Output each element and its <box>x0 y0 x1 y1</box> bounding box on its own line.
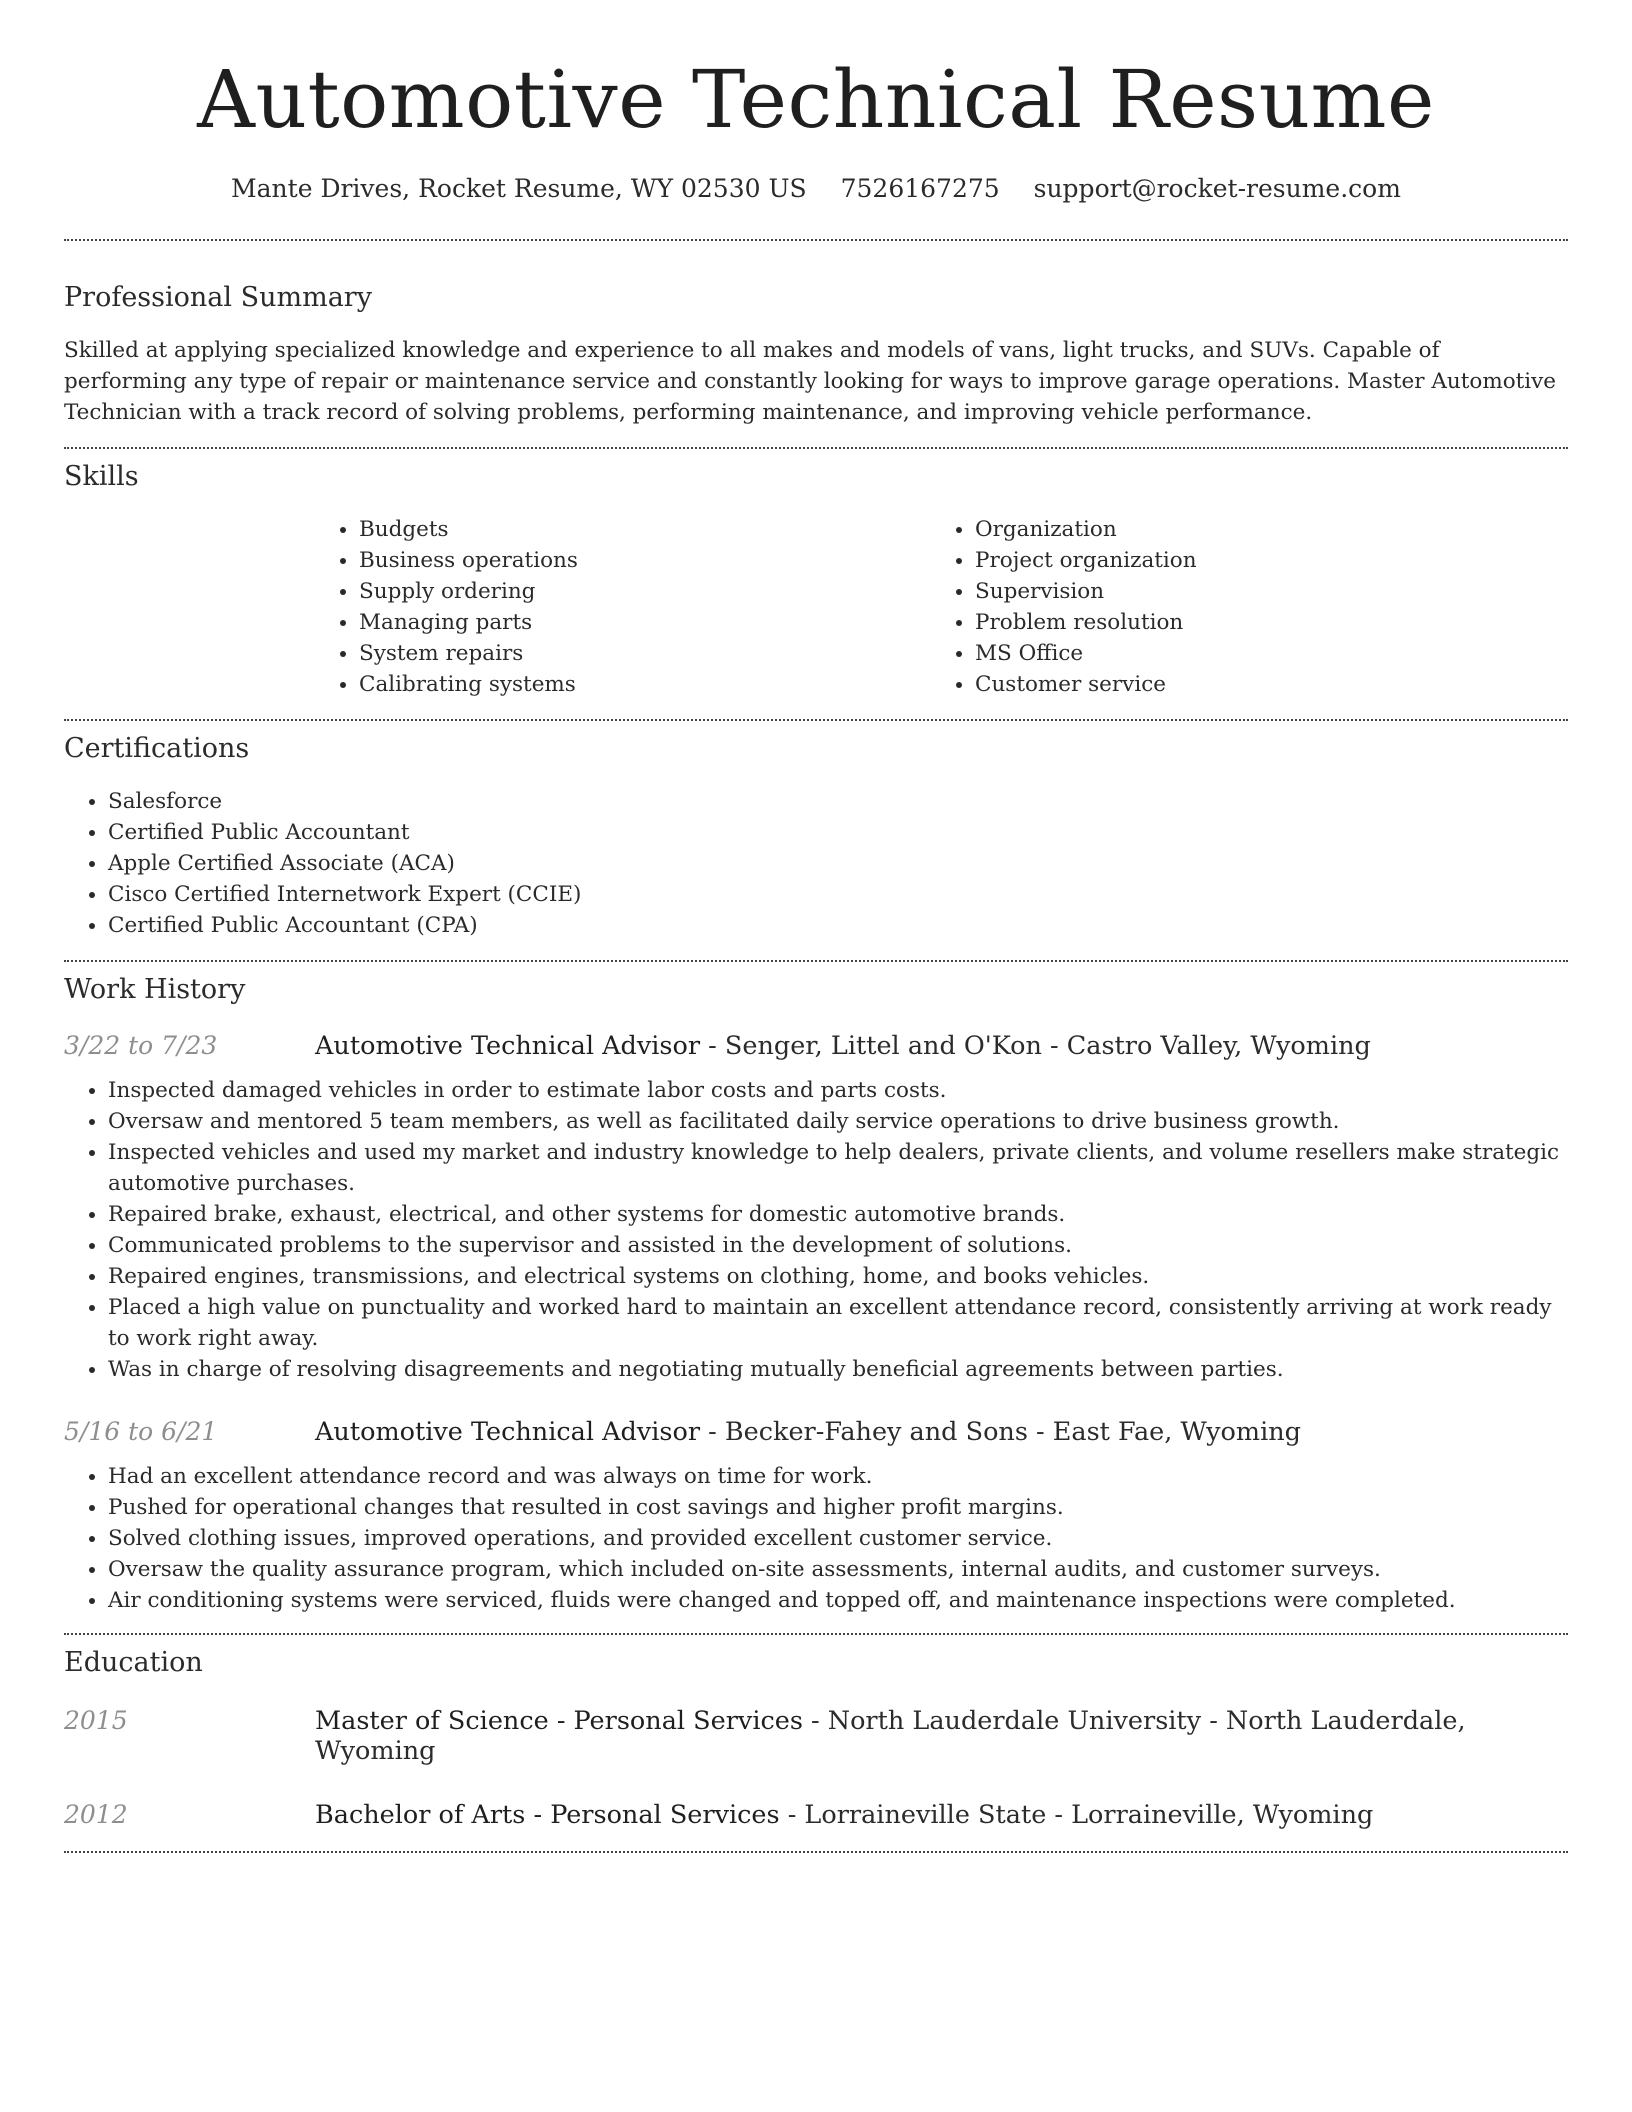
skill-item: • Business operations <box>359 545 931 576</box>
certification-item: • Apple Certified Associate (ACA) <box>108 848 1568 879</box>
skill-item: • Customer service <box>975 669 1547 700</box>
skill-item: • Supply ordering <box>359 576 931 607</box>
certifications-list <box>64 786 1568 941</box>
skill-item: • Project organization <box>975 545 1547 576</box>
job-bullet: • Oversaw and mentored 5 team members, as well as facilitated daily service operations to drive business growth. <box>108 1106 1568 1137</box>
job-bullet: • Repaired brake, exhaust, electrical, and other systems for domestic automotive brands. <box>108 1199 1568 1230</box>
job-bullet: • Was in charge of resolving disagreements and negotiating mutually beneficial agreements between parties. <box>108 1354 1568 1385</box>
contact-phone: 7526167275 <box>840 174 1000 203</box>
section-heading-certifications: Certifications <box>64 733 250 764</box>
education-degree: Master of Science - Personal Services <box>315 1706 803 1736</box>
job-bullet: • Inspected vehicles and used my market and industry knowledge to help dealers, private clients, and volume resellers make strategic automotive purchases. <box>108 1137 1568 1199</box>
certifications-section <box>64 733 1568 941</box>
section-heading-work-history: Work History <box>64 974 246 1005</box>
job-role: Automotive Technical Advisor <box>315 1031 701 1061</box>
divider <box>64 1633 1568 1635</box>
section-heading-education: Education <box>64 1647 203 1678</box>
skill-item: • Calibrating systems <box>359 669 931 700</box>
education-entry <box>64 1706 1568 1766</box>
section-heading-summary: Professional Summary <box>64 282 372 313</box>
job-bullet: • Communicated problems to the supervisor and assisted in the development of solutions. <box>108 1230 1568 1261</box>
certification-item: • Cisco Certified Internetwork Expert (CCIE) <box>108 879 1568 910</box>
job-bullet: • Repaired engines, transmissions, and electrical systems on clothing, home, and books vehicles. <box>108 1261 1568 1292</box>
section-heading-skills: Skills <box>64 461 139 492</box>
job-bullet: • Solved clothing issues, improved operations, and provided excellent customer service. <box>108 1523 1568 1554</box>
skill-item: • Organization <box>975 514 1547 545</box>
job-bullet: • Placed a high value on punctuality and worked hard to maintain an excellent attendance record, consistently arriving at work ready to work right away. <box>108 1292 1568 1354</box>
certification-item: • Certified Public Accountant (CPA) <box>108 910 1568 941</box>
job-role: Automotive Technical Advisor <box>315 1417 701 1447</box>
job-dates: 5/16 to 6/21 <box>64 1417 218 1446</box>
divider <box>64 719 1568 721</box>
work-history-section <box>64 974 1568 1616</box>
job-bullet: • Air conditioning systems were serviced, fluids were changed and topped off, and maintenance inspections were completed. <box>108 1585 1568 1616</box>
education-school-location: - North Lauderdale University - North Lauderdale, Wyoming <box>315 1706 1466 1766</box>
skill-item: • MS Office <box>975 638 1547 669</box>
divider <box>64 447 1568 449</box>
job-bullet: • Oversaw the quality assurance program, which included on-site assessments, internal audits, and customer surveys. <box>108 1554 1568 1585</box>
skill-item: • Problem resolution <box>975 607 1547 638</box>
skills-list-left <box>315 514 931 700</box>
job-header <box>64 1031 1568 1061</box>
divider <box>64 1851 1568 1853</box>
job-title-line <box>315 1417 1301 1447</box>
summary-text: Skilled at applying specialized knowledge and experience to all makes and models of vans, light trucks, and SUVs. Capable of performing any type of repair or maintenance service and constantly looking for ways to improve garage operations. Master Automotive Technician with a track record of solving problems, performing maintenance, and improving vehicle performance. <box>64 338 1557 425</box>
education-section <box>64 1647 1568 1830</box>
job-employer-location: - Senger, Littel and O'Kon - Castro Valley, Wyoming <box>700 1031 1371 1061</box>
contact-email: support@rocket-resume.com <box>1033 174 1401 203</box>
skills-column-right <box>931 514 1547 700</box>
skill-item: • Managing parts <box>359 607 931 638</box>
skill-item: • System repairs <box>359 638 931 669</box>
education-year: 2012 <box>64 1800 128 1829</box>
resume-title: Automotive Technical Resume <box>197 53 1435 146</box>
skills-column-left <box>315 514 931 700</box>
job-bullet: • Inspected damaged vehicles in order to estimate labor costs and parts costs. <box>108 1075 1568 1106</box>
job-dates: 3/22 to 7/23 <box>64 1031 218 1060</box>
education-title-line <box>315 1706 1568 1766</box>
divider <box>64 960 1568 962</box>
certification-item: • Salesforce <box>108 786 1568 817</box>
contact-address: Mante Drives, Rocket Resume, WY 02530 US <box>231 174 807 203</box>
job-bullet: • Pushed for operational changes that resulted in cost savings and higher profit margins. <box>108 1492 1568 1523</box>
skills-list-right <box>931 514 1547 700</box>
contact-line <box>64 174 1568 203</box>
education-degree: Bachelor of Arts - Personal Services <box>315 1800 780 1830</box>
job-employer-location: - Becker-Fahey and Sons - East Fae, Wyoming <box>700 1417 1301 1447</box>
summary-section <box>64 282 1568 428</box>
education-school-location: - Lorraineville State - Lorraineville, Wyoming <box>779 1800 1374 1830</box>
certification-item: • Certified Public Accountant <box>108 817 1568 848</box>
job-bullets <box>64 1461 1568 1616</box>
job-bullet: • Had an excellent attendance record and was always on time for work. <box>108 1461 1568 1492</box>
skills-columns <box>315 514 1568 700</box>
job-bullets <box>64 1075 1568 1385</box>
divider <box>64 239 1568 241</box>
education-year: 2015 <box>64 1706 128 1735</box>
job-header <box>64 1417 1568 1447</box>
skill-item: • Supervision <box>975 576 1547 607</box>
skills-section <box>64 461 1568 700</box>
job-entry <box>64 1031 1568 1385</box>
skill-item: • Budgets <box>359 514 931 545</box>
job-title-line <box>315 1031 1371 1061</box>
education-entry <box>64 1800 1568 1830</box>
job-entry <box>64 1417 1568 1616</box>
education-title-line <box>315 1800 1373 1830</box>
